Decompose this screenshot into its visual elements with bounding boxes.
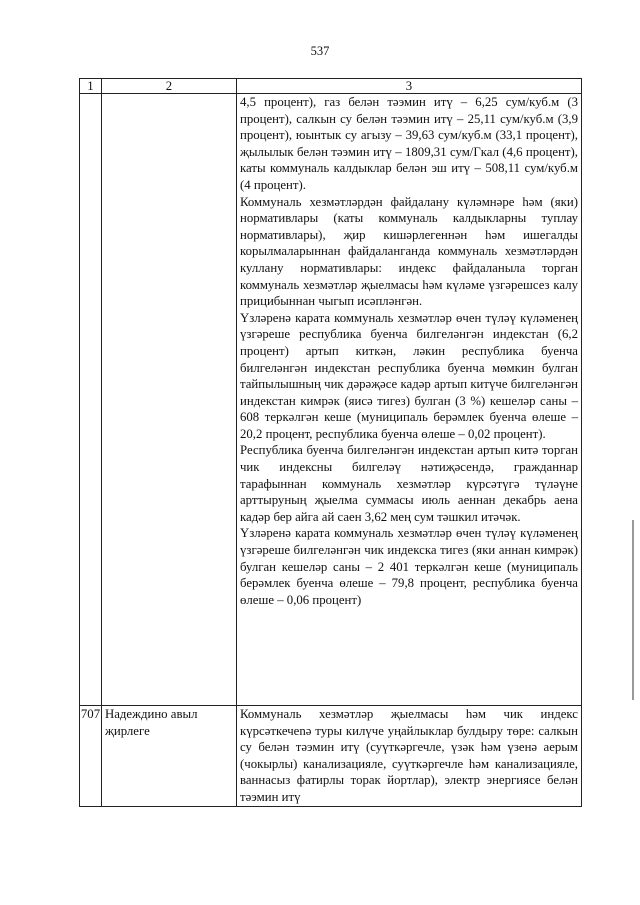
table-row [80,94,582,706]
table-header-row [80,79,582,94]
header-col-1: 1 [80,79,102,94]
row-text [237,706,582,807]
header-col-3: 3 [237,79,582,94]
paragraph: Үзләренә карата коммуналь хезмәтләр өчен түләү күләменең үзгәреше республика буенча билгеләнгән индекстан (6,2 процент) артып киткән, ләкин республика буенча билгеләнгән индекстан республика буенча мөмкин булган тайпылышның чик дәрәҗәсе кадәр артып китүче билгеләнгән индекстан кимрәк (яисә тигез) булган (3 %) кешеләр саны – 608 теркәлгән кеше (муниципаль берәмлек буенча өлеше – 20,2 процент, республика буенча өлеше – 0,02 процент). [240,310,578,441]
table-row [80,706,582,807]
page-number: 537 [310,44,330,58]
paragraph: Коммуналь хезмәтләрдән файдалану күләмнәре һәм (яки) нормативлары (каты коммуналь калдыкларны туплау нормативлары), җир кишәрлегеннән һәм ишегалды корылмаларыннан файдаланганда коммуналь хезмәтләрдән куллану нормативлары: индекс файдаланыла торган коммуналь хезмәтләр җыелмасы һәм күләме үзгәрешсез калу прицибыннан чыгып исәпләнгән. [240,194,578,309]
paragraph: Коммуналь хезмәтләр җыелмасы һәм чик индекс күрсәткечenә туры килүче уңайлыклар булдыру төре: салкын су белән тәэмин итү (суүткәргечле, үзәк һәм үзенә аерым (чокырлы) канализацияле, суүткәргечле һәм канализацияле, ваннасыз фатирлы торак йортлар), электр энергиясе белән тәэмин итү [240,707,578,804]
row-number: 707 [80,706,102,807]
paragraph: 4,5 процент), газ белән тәэмин итү – 6,25 сум/куб.м (3 процент), салкын су белән тәэмин итү – 25,11 сум/куб.м (3,9 процент), юынтык су агызу – 39,63 сум/куб.м (33,1 процент), җылылык белән тәэмин итү – 1809,31 сум/Гкал (4,6 процент), каты коммуналь калдыклар белән эш итү – 508,11 сум/куб.м (4 процент). [240,95,578,192]
row-text [237,94,582,706]
paragraph: Республика буенча билгеләнгән индекстан артып китә торган чик индексны билгеләү нәтиҗәсендә, гражданнар тарафыннан коммуналь хезмәтләр күрсәтүгә түләүне арттыруның җыелма суммасы июль аеннан декабрь аена кадәр бер айга ай саен 3,62 мең сум тәшкил итәчәк. [240,443,578,524]
document-table [79,78,582,807]
settlement-name: Надеждино авыл җирлеге [102,706,237,807]
settlement-name [102,94,237,706]
header-col-2: 2 [102,79,237,94]
row-number [80,94,102,706]
paragraph: Үзләренә карата коммуналь хезмәтләр өчен түләү күләменең үзгәреше билгеләнгән чик индекска тигез (яки аннан кимрәк) булган кешеләр саны – 2 401 теркәлгән кеше (муниципаль берәмлек буенча өлеше – 79,8 процент, республика буенча өлеше – 0,06 процент) [240,526,578,607]
scan-edge-line [632,520,634,700]
